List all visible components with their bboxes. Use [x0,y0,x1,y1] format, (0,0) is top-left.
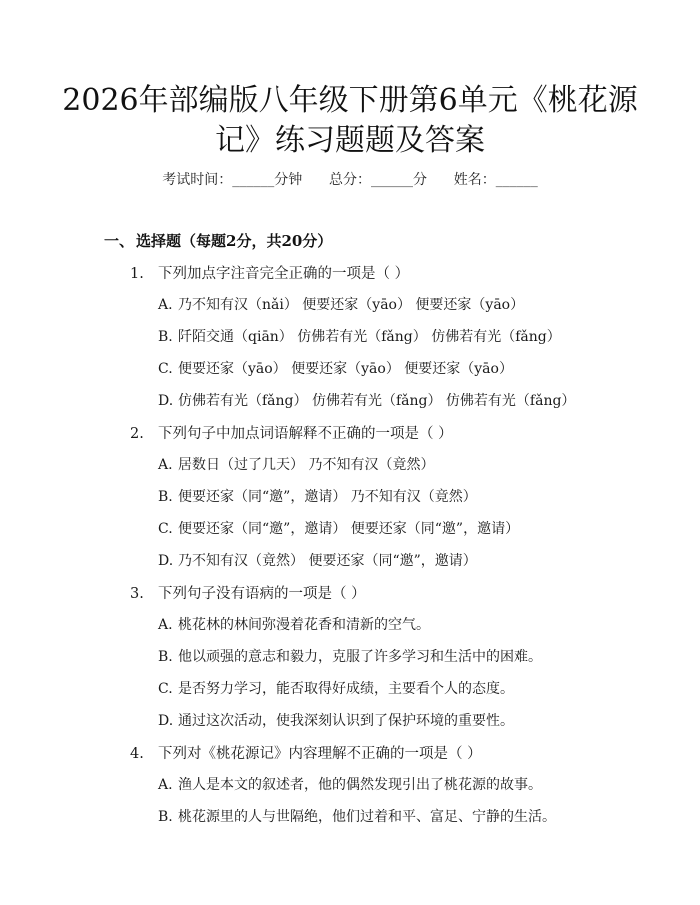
option-text: 便要还家（yāo） 便要还家（yāo） 便要还家（yāo） [178,361,513,377]
question-number: 2. [130,426,144,442]
option-text: 居数日（过了几天） 乃不知有汉（竟然） [178,457,435,473]
option-label: D. [158,553,174,569]
option-item [158,454,434,474]
option-item [158,390,575,410]
option-text: 乃不知有汉（竟然） 便要还家（同“邀”，邀请） [178,553,477,569]
option-item [158,486,477,506]
option-label: B. [158,809,173,825]
option-item [158,678,514,698]
option-label: C. [158,681,173,697]
section-title: 选择题（每题2分，共20分） [136,232,333,250]
option-text: 桃花源里的人与世隔绝，他们过着和平、富足、宁静的生活。 [178,809,556,825]
option-text: 是否努力学习，能否取得好成绩，主要看个人的态度。 [178,681,514,697]
total-score-field: 总分：______分 [329,172,427,188]
question-text: 下列句子中加点词语解释不正确的一项是（ ） [158,426,453,442]
option-text: 他以顽强的意志和毅力，克服了许多学习和生活中的困难。 [178,649,542,665]
question-stem [130,262,409,283]
option-item [158,774,542,794]
document-title-line-2: 记》练习题题及答案 [215,123,485,158]
question-stem [130,582,366,603]
option-text: 通过这次活动，使我深刻认识到了保护环境的重要性。 [178,713,514,729]
option-text: 便要还家（同“邀”，邀请） 乃不知有汉（竟然） [178,489,477,505]
student-name-field: 姓名：______ [453,172,538,188]
question-text: 下列加点字注音完全正确的一项是（ ） [158,266,410,282]
option-text: 仿佛若有光（fǎng） 仿佛若有光（fǎng） 仿佛若有光（fǎng） [178,393,576,409]
option-text: 渔人是本文的叙述者，他的偶然发现引出了桃花源的故事。 [178,777,542,793]
option-label: D. [158,713,174,729]
option-label: D. [158,393,174,409]
section-number: 一、 [104,232,135,250]
option-label: B. [158,329,173,345]
exam-time-field: 考试时间：______分钟 [162,172,303,188]
option-item [158,358,513,378]
option-item [158,710,514,730]
option-item [158,550,477,570]
section-heading [104,230,332,251]
option-text: 乃不知有汉（nǎi） 便要还家（yāo） 便要还家（yāo） [178,297,525,313]
option-item [158,326,561,346]
question-text: 下列对《桃花源记》内容理解不正确的一项是（ ） [158,746,482,762]
option-item [158,614,430,634]
exam-info-line [0,169,700,189]
option-item [158,294,524,314]
question-number: 4. [130,746,144,762]
option-label: C. [158,361,173,377]
option-label: A. [158,777,173,793]
option-label: B. [158,489,173,505]
option-label: A. [158,297,173,313]
option-item [158,518,519,538]
option-label: B. [158,649,173,665]
question-number: 3. [130,586,144,602]
option-item [158,806,556,826]
option-text: 桃花林的林间弥漫着花香和清新的空气。 [178,617,430,633]
option-label: A. [158,457,173,473]
question-stem [130,422,453,443]
question-number: 1. [130,266,144,282]
document-title-line-1: 2026年部编版八年级下册第6单元《桃花源 [62,83,638,118]
question-text: 下列句子没有语病的一项是（ ） [158,586,366,602]
option-label: A. [158,617,173,633]
option-item [158,646,542,666]
option-label: C. [158,521,173,537]
question-stem [130,742,482,763]
option-text: 便要还家（同“邀”，邀请） 便要还家（同“邀”，邀请） [178,521,520,537]
option-text: 阡陌交通（qiān） 仿佛若有光（fǎng） 仿佛若有光（fǎng） [178,329,561,345]
